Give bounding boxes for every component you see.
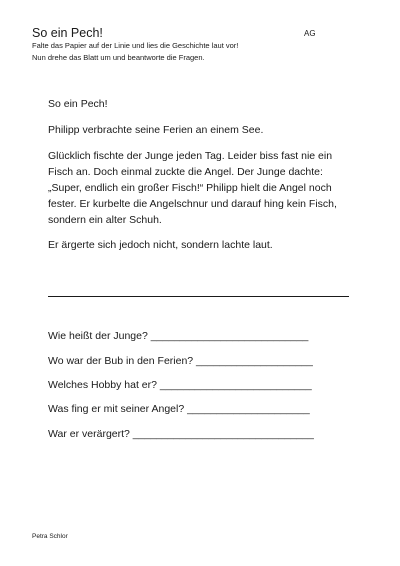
story-line: fester. Er kurbelte die Angelschnur und darauf hing kein Fisch, (48, 198, 337, 210)
story-line: Fisch an. Doch einmal zuckte die Angel. Der Junge dachte: (48, 166, 323, 178)
page-title: So ein Pech! (32, 26, 103, 40)
question-5: War er verärgert? _______________________________ (48, 428, 314, 440)
question-3: Welches Hobby hat er? __________________________ (48, 379, 312, 391)
question-1: Wie heißt der Junge? ___________________________ (48, 330, 309, 342)
fold-line (48, 296, 349, 297)
instruction-line-2: Nun drehe das Blatt um und beantworte die Fragen. (32, 53, 205, 62)
question-4: Was fing er mit seiner Angel? _____________________ (48, 403, 310, 415)
worksheet-tag: AG (304, 29, 316, 38)
story-paragraph-3: Er ärgerte sich jedoch nicht, sondern lachte laut. (48, 239, 273, 251)
question-2: Wo war der Bub in den Ferien? ____________________ (48, 355, 313, 367)
story-line: sondern ein alter Schuh. (48, 214, 162, 226)
story-paragraph-1: Philipp verbrachte seine Ferien an einem See. (48, 124, 264, 136)
story-line: „Super, endlich ein großer Fisch!“ Philipp hielt die Angel noch (48, 182, 332, 194)
author-footer: Petra Schlor (32, 533, 68, 540)
story-line: Glücklich fischte der Junge jeden Tag. Leider biss fast nie ein (48, 150, 333, 162)
story-heading: So ein Pech! (48, 98, 108, 110)
story-paragraph-2 (48, 148, 368, 228)
instruction-line-1: Falte das Papier auf der Linie und lies die Geschichte laut vor! (32, 41, 239, 50)
